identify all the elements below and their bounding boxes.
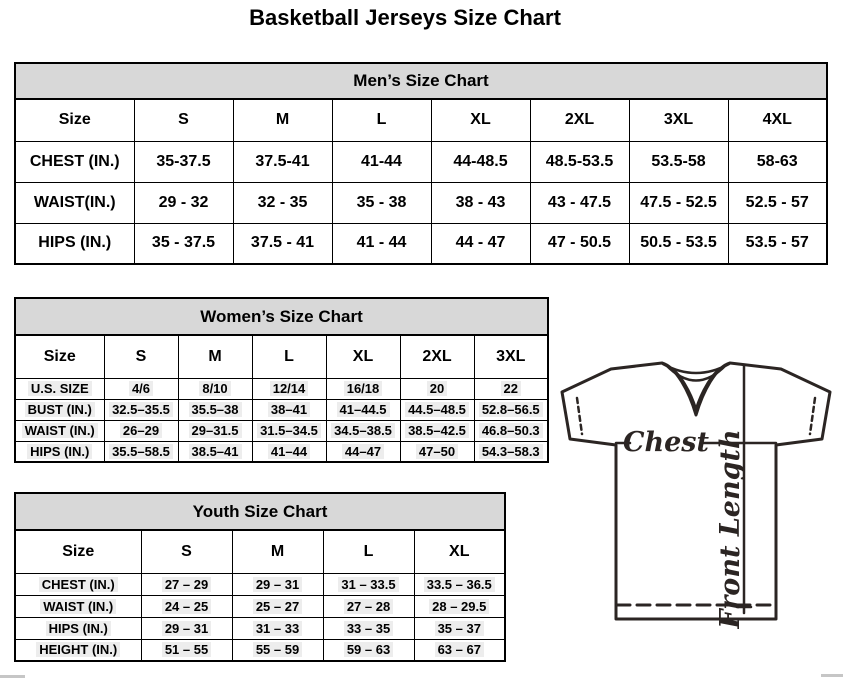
- cell: 47 - 50.5: [530, 223, 629, 264]
- cell: 47–50: [400, 441, 474, 462]
- col-header: 3XL: [629, 99, 728, 141]
- table-row: [15, 573, 505, 595]
- col-header: 4XL: [728, 99, 827, 141]
- cell: 37.5 - 41: [233, 223, 332, 264]
- col-header: M: [233, 99, 332, 141]
- table-row: [15, 420, 548, 441]
- col-header: M: [178, 335, 252, 378]
- cell: 58-63: [728, 141, 827, 182]
- table-row: [15, 399, 548, 420]
- cell: 35.5–58.5: [104, 441, 178, 462]
- cell: 41–44: [252, 441, 326, 462]
- jersey-outline: [562, 363, 830, 619]
- col-header: L: [332, 99, 431, 141]
- cell: 28 – 29.5: [414, 595, 505, 617]
- corner-header: Size: [15, 99, 134, 141]
- mens-chart-title-row: [15, 63, 827, 99]
- cell: 44-48.5: [431, 141, 530, 182]
- col-header: M: [232, 530, 323, 573]
- col-header: S: [134, 99, 233, 141]
- table-row: [15, 378, 548, 399]
- col-header: 3XL: [474, 335, 548, 378]
- cell: 31 – 33: [232, 617, 323, 639]
- cell: 52.5 - 57: [728, 182, 827, 223]
- cell: 29 – 31: [232, 573, 323, 595]
- youth-chart-title: Youth Size Chart: [15, 493, 505, 530]
- cell: 38–41: [252, 399, 326, 420]
- cell: 35.5–38: [178, 399, 252, 420]
- cell: 32 - 35: [233, 182, 332, 223]
- mens-size-chart-table: [14, 62, 828, 265]
- jersey-diagram: [556, 357, 843, 629]
- table-row: [15, 182, 827, 223]
- table-row: [15, 639, 505, 661]
- cell: 41 - 44: [332, 223, 431, 264]
- table-row: [15, 441, 548, 462]
- womens-chart-title: Women’s Size Chart: [15, 298, 548, 335]
- cell: 50.5 - 53.5: [629, 223, 728, 264]
- cell: 52.8–56.5: [474, 399, 548, 420]
- cell: 31.5–34.5: [252, 420, 326, 441]
- cell: 63 – 67: [414, 639, 505, 661]
- row-header: HIPS (IN.): [15, 441, 104, 462]
- col-header: S: [104, 335, 178, 378]
- cell: 41–44.5: [326, 399, 400, 420]
- cell: 38.5–42.5: [400, 420, 474, 441]
- cell: 54.3–58.3: [474, 441, 548, 462]
- col-header: 2XL: [530, 99, 629, 141]
- mens-chart-title: Men’s Size Chart: [15, 63, 827, 99]
- cell: 27 – 28: [323, 595, 414, 617]
- cell: 31 – 33.5: [323, 573, 414, 595]
- cell: 46.8–50.3: [474, 420, 548, 441]
- row-header: WAIST (IN.): [15, 420, 104, 441]
- cell: 32.5–35.5: [104, 399, 178, 420]
- chest-label: Chest: [623, 427, 709, 458]
- cell: 44–47: [326, 441, 400, 462]
- table-row: [15, 617, 505, 639]
- cell: 51 – 55: [141, 639, 232, 661]
- front-length-label: Front Length: [715, 429, 746, 629]
- col-header: XL: [414, 530, 505, 573]
- youth-size-chart-table: [14, 492, 506, 662]
- cell: 29 - 32: [134, 182, 233, 223]
- cell: 29–31.5: [178, 420, 252, 441]
- cell: 43 - 47.5: [530, 182, 629, 223]
- womens-size-chart-table: [14, 297, 549, 463]
- womens-size-header-row: [15, 335, 548, 378]
- cell: 37.5-41: [233, 141, 332, 182]
- cell: 24 – 25: [141, 595, 232, 617]
- col-header: L: [252, 335, 326, 378]
- row-header: WAIST(IN.): [15, 182, 134, 223]
- cell: 38.5–41: [178, 441, 252, 462]
- row-header: CHEST (IN.): [15, 573, 141, 595]
- cell: 22: [474, 378, 548, 399]
- cell: 35 - 38: [332, 182, 431, 223]
- table-row: [15, 141, 827, 182]
- cell: 12/14: [252, 378, 326, 399]
- cell: 4/6: [104, 378, 178, 399]
- cell: 48.5-53.5: [530, 141, 629, 182]
- table-row: [15, 595, 505, 617]
- col-header: 2XL: [400, 335, 474, 378]
- row-header: HIPS (IN.): [15, 223, 134, 264]
- row-header: WAIST (IN.): [15, 595, 141, 617]
- cell: 38 - 43: [431, 182, 530, 223]
- cell: 35 - 37.5: [134, 223, 233, 264]
- cell: 27 – 29: [141, 573, 232, 595]
- row-header: U.S. SIZE: [15, 378, 104, 399]
- cell: 35 – 37: [414, 617, 505, 639]
- col-header: XL: [326, 335, 400, 378]
- cell: 47.5 - 52.5: [629, 182, 728, 223]
- cell: 53.5 - 57: [728, 223, 827, 264]
- cell: 53.5-58: [629, 141, 728, 182]
- row-header: HEIGHT (IN.): [15, 639, 141, 661]
- cell: 16/18: [326, 378, 400, 399]
- scrollbar-fragment-right: [821, 674, 843, 677]
- cell: 44.5–48.5: [400, 399, 474, 420]
- row-header: BUST (IN.): [15, 399, 104, 420]
- cell: 33.5 – 36.5: [414, 573, 505, 595]
- row-header: CHEST (IN.): [15, 141, 134, 182]
- table-row: [15, 223, 827, 264]
- corner-header: Size: [15, 530, 141, 573]
- page-title: Basketball Jerseys Size Chart: [249, 5, 561, 30]
- cell: 20: [400, 378, 474, 399]
- cell: 44 - 47: [431, 223, 530, 264]
- youth-chart-title-row: [15, 493, 505, 530]
- corner-header: Size: [15, 335, 104, 378]
- youth-size-header-row: [15, 530, 505, 573]
- scrollbar-fragment-left: [0, 675, 25, 678]
- row-header: HIPS (IN.): [15, 617, 141, 639]
- cell: 59 – 63: [323, 639, 414, 661]
- col-header: XL: [431, 99, 530, 141]
- col-header: S: [141, 530, 232, 573]
- cell: 25 – 27: [232, 595, 323, 617]
- cell: 8/10: [178, 378, 252, 399]
- womens-chart-title-row: [15, 298, 548, 335]
- cell: 41-44: [332, 141, 431, 182]
- cell: 33 – 35: [323, 617, 414, 639]
- cell: 26–29: [104, 420, 178, 441]
- cell: 29 – 31: [141, 617, 232, 639]
- cell: 34.5–38.5: [326, 420, 400, 441]
- cell: 35-37.5: [134, 141, 233, 182]
- cell: 55 – 59: [232, 639, 323, 661]
- col-header: L: [323, 530, 414, 573]
- mens-size-header-row: [15, 99, 827, 141]
